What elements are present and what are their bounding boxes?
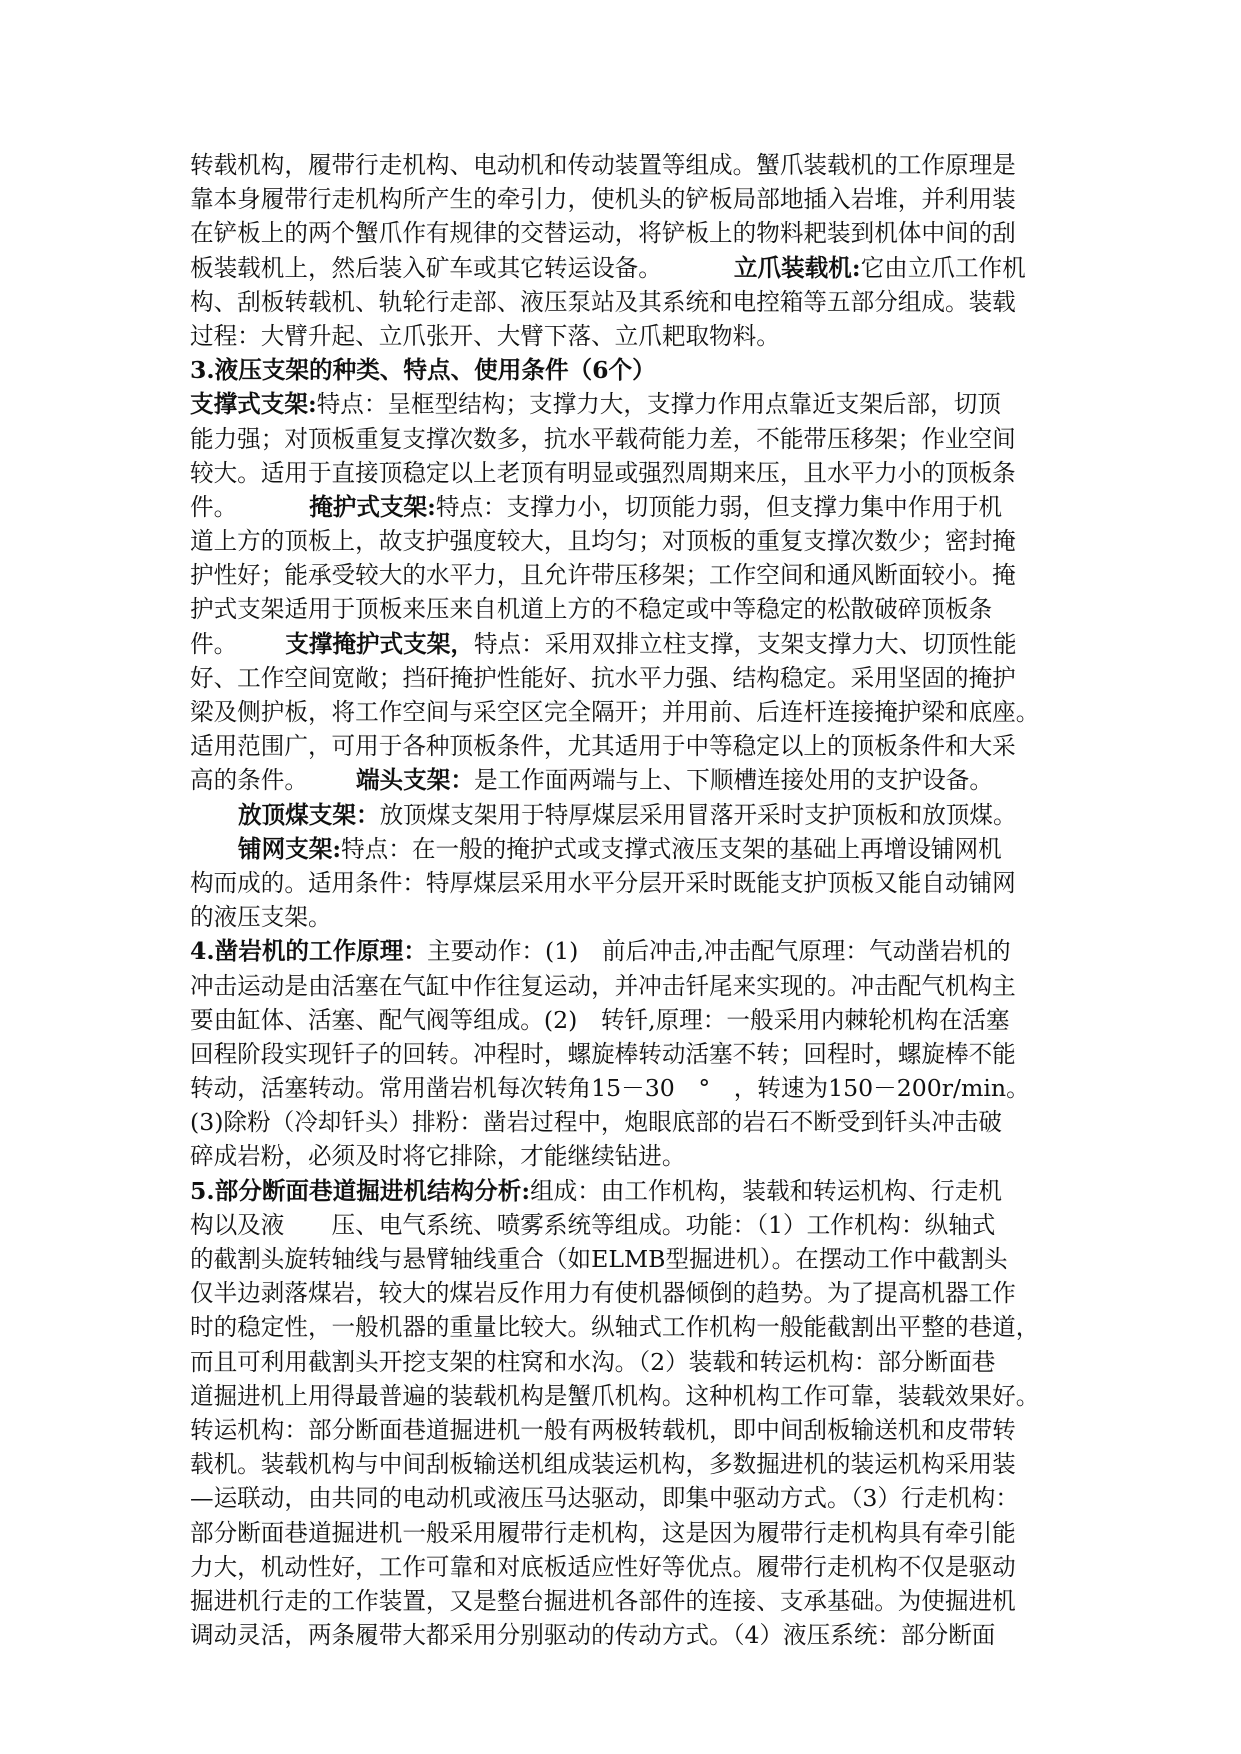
text-line bbox=[190, 1310, 1050, 1344]
text-line bbox=[190, 1139, 1050, 1173]
line-text: 特点：支撑力小，切顶能力弱，但支撑力集中作用于机 bbox=[435, 492, 1003, 521]
line-text: 道上方的顶板上，故支护强度较大，且均匀；对顶板的重复支撑次数少；密封掩 bbox=[190, 527, 1016, 556]
text-line bbox=[190, 387, 1050, 421]
text-line bbox=[190, 251, 1050, 285]
line-text: 能力强；对顶板重复支撑次数多，抗水平载荷能力差，不能带压移架；作业空间 bbox=[190, 424, 1016, 453]
line-text: 调动灵活，两条履带大都采用分别驱动的传动方式。（4）液压系统：部分断面 bbox=[190, 1621, 996, 1650]
line-text: 转载机构，履带行走机构、电动机和传动装置等组成。蟹爪装载机的工作原理是 bbox=[190, 151, 1016, 179]
line-text: 它由立爪工作机 bbox=[860, 253, 1026, 282]
text-line bbox=[190, 592, 1050, 626]
line-text: 的液压支架。 bbox=[190, 903, 332, 932]
line-text: 好、工作空间宽敞；挡矸掩护性能好、抗水平力强、结构稳定。采用坚固的掩护 bbox=[190, 663, 1016, 692]
text-line bbox=[190, 1071, 1050, 1105]
heading-text: 3.液压支架的种类、特点、使用条件（6个） bbox=[190, 356, 656, 385]
line-text: 转运机构：部分断面巷道掘进机一般有两极转载机，即中间刮板输送机和皮带转 bbox=[190, 1415, 1016, 1444]
text-line bbox=[190, 182, 1050, 216]
text-line bbox=[190, 832, 1050, 866]
term-heading: 支撑掩护式支架， bbox=[285, 629, 474, 658]
text-line bbox=[190, 524, 1050, 558]
text-line bbox=[190, 1003, 1050, 1037]
text-line bbox=[190, 1584, 1050, 1618]
term-heading: 端头支架： bbox=[355, 766, 474, 795]
section-heading: 5.部分断面巷道掘进机结构分析: bbox=[190, 1176, 531, 1205]
text-line bbox=[190, 1481, 1050, 1515]
line-text: 要由缸体、活塞、配气阀等组成。(2) 转钎,原理：一般采用内棘轮机构在活塞 bbox=[190, 1005, 1010, 1034]
line-text: 道掘进机上用得最普遍的装载机构是蟹爪机构。这种机构工作可靠，装载效果好。 bbox=[190, 1381, 1040, 1410]
line-text: 转动，活塞转动。常用凿岩机每次转角15－30 ° ，转速为150－200r/min。 bbox=[190, 1074, 1030, 1103]
text-line bbox=[190, 900, 1050, 934]
text-line bbox=[190, 1276, 1050, 1310]
text-line bbox=[190, 695, 1050, 729]
text-line bbox=[190, 216, 1050, 250]
line-text: 梁及侧护板，将工作空间与采空区完全隔开；并用前、后连杆连接掩护梁和底座。 bbox=[190, 698, 1040, 726]
text-line bbox=[190, 1550, 1050, 1584]
text-line bbox=[190, 798, 1050, 832]
line-text: 部分断面巷道掘进机一般采用履带行走机构，这是因为履带行走机构具有牵引能 bbox=[190, 1518, 1016, 1547]
line-text: 特点：采用双排立柱支撑，支架支撑力大、切顶性能 bbox=[473, 629, 1017, 658]
line-text: 的截割头旋转轴线与悬臂轴线重合（如ELMB型掘进机）。在摆动工作中截割头 bbox=[190, 1245, 1008, 1273]
line-text: 件。 bbox=[190, 629, 238, 658]
text-line bbox=[190, 866, 1050, 900]
term-heading: 支撑式支架: bbox=[190, 390, 317, 419]
line-text: 护式支架适用于顶板来压来自机道上方的不稳定或中等稳定的松散破碎顶板条 bbox=[190, 595, 993, 624]
line-text: 碎成岩粉，必须及时将它排除，才能继续钻进。 bbox=[190, 1142, 686, 1171]
line-text: 构而成的。适用条件：特厚煤层采用水平分层开采时既能支护顶板又能自动铺网 bbox=[190, 868, 1016, 897]
line-text: 适用范围广，可用于各种顶板条件，尤其适用于中等稳定以上的顶板条件和大采 bbox=[190, 732, 1016, 761]
line-text: 件。 bbox=[190, 492, 238, 521]
text-line bbox=[190, 319, 1050, 353]
line-text: 主要动作：(1) 前后冲击,冲击配气原理：气动凿岩机的 bbox=[426, 937, 1011, 966]
term-heading: 掩护式支架: bbox=[309, 492, 436, 521]
line-text: (3)除粉（冷却钎头）排粉：凿岩过程中，炮眼底部的岩石不断受到钎头冲击破 bbox=[190, 1108, 1003, 1137]
line-text: 护性好；能承受较大的水平力，且允许带压移架；工作空间和通风断面较小。掩 bbox=[190, 561, 1016, 590]
text-line bbox=[190, 729, 1050, 763]
text-line bbox=[190, 1379, 1050, 1413]
line-text: 在铲板上的两个蟹爪作有规律的交替运动，将铲板上的物料耙装到机体中间的刮 bbox=[190, 219, 1016, 248]
line-text: 构、刮板转载机、轨轮行走部、液压泵站及其系统和电控箱等五部分组成。装载 bbox=[190, 287, 1016, 316]
line-text: 仅半边剥落煤岩，较大的煤岩反作用力有使机器倾倒的趋势。为了提高机器工作 bbox=[190, 1279, 1016, 1308]
line-text: 特点：在一般的掩护式或支撑式液压支架的基础上再增设铺网机 bbox=[341, 834, 1002, 863]
line-text: 力大，机动性好，工作可靠和对底板适应性好等优点。履带行走机构不仅是驱动 bbox=[190, 1552, 1016, 1581]
text-line bbox=[190, 1447, 1050, 1481]
text-line bbox=[190, 969, 1050, 1003]
text-line bbox=[190, 1413, 1050, 1447]
line-text: 特点：呈框型结构；支撑力大，支撑力作用点靠近支架后部，切顶 bbox=[316, 390, 1001, 419]
text-line bbox=[190, 1037, 1050, 1071]
text-line bbox=[190, 456, 1050, 490]
line-text: 掘进机行走的工作装置，又是整台掘进机各部件的连接、支承基础。为使掘进机 bbox=[190, 1586, 1016, 1615]
line-text: —运联动，由共同的电动机或液压马达驱动，即集中驱动方式。（3）行走机构： bbox=[190, 1484, 1019, 1513]
line-text: 构以及液 压、电气系统、喷雾系统等组成。功能：（1）工作机构：纵轴式 bbox=[190, 1210, 996, 1239]
line-text: 放顶煤支架用于特厚煤层采用冒落开采时支护顶板和放顶煤。 bbox=[379, 800, 1017, 829]
text-line bbox=[190, 1105, 1050, 1139]
text-line bbox=[190, 1174, 1050, 1208]
line-text: 冲击运动是由活塞在气缸中作往复运动，并冲击钎尾来实现的。冲击配气机构主 bbox=[190, 971, 1016, 1000]
line-text: 过程：大臂升起、立爪张开、大臂下落、立爪耙取物料。 bbox=[190, 321, 780, 350]
line-text: 时的稳定性，一般机器的重量比较大。纵轴式工作机构一般能截割出平整的巷道， bbox=[190, 1313, 1040, 1342]
text-line bbox=[190, 1345, 1050, 1379]
text-line bbox=[190, 1208, 1050, 1242]
term-heading: 铺网支架: bbox=[238, 834, 342, 863]
line-text: 回程阶段实现钎子的回转。冲程时，螺旋棒转动活塞不转；回程时，螺旋棒不能 bbox=[190, 1039, 1016, 1068]
line-text: 而且可利用截割头开挖支架的柱窝和水沟。（2）装载和转运机构：部分断面巷 bbox=[190, 1347, 996, 1376]
section-heading bbox=[190, 353, 1050, 387]
text-line bbox=[190, 1516, 1050, 1550]
document-page bbox=[190, 148, 1050, 1652]
line-text: 靠本身履带行走机构所产生的牵引力，使机头的铲板局部地插入岩堆，并利用装 bbox=[190, 185, 1016, 214]
text-line bbox=[190, 1618, 1050, 1652]
text-line bbox=[190, 627, 1050, 661]
text-line bbox=[190, 558, 1050, 592]
section-heading: 4.凿岩机的工作原理： bbox=[190, 937, 427, 966]
text-line bbox=[190, 1242, 1050, 1276]
text-line bbox=[190, 661, 1050, 695]
line-text: 是工作面两端与上、下顺槽连接处用的支护设备。 bbox=[473, 766, 993, 795]
text-line bbox=[190, 934, 1050, 968]
text-line bbox=[190, 422, 1050, 456]
term-heading: 放顶煤支架： bbox=[238, 800, 380, 829]
text-line bbox=[190, 285, 1050, 319]
term-heading: 立爪装载机: bbox=[733, 253, 861, 282]
text-line bbox=[190, 148, 1050, 182]
line-text: 载机。装载机构与中间刮板输送机组成装运机构，多数掘进机的装运机构采用装 bbox=[190, 1450, 1016, 1479]
line-text: 组成：由工作机构，装载和转运机构、行走机 bbox=[530, 1176, 1002, 1205]
line-text: 板装载机上，然后装入矿车或其它转运设备。 bbox=[190, 253, 662, 282]
text-line bbox=[190, 490, 1050, 524]
line-text: 高的条件。 bbox=[190, 766, 308, 795]
line-text: 较大。适用于直接顶稳定以上老顶有明显或强烈周期来压，且水平力小的顶板条 bbox=[190, 458, 1016, 487]
text-line bbox=[190, 763, 1050, 797]
